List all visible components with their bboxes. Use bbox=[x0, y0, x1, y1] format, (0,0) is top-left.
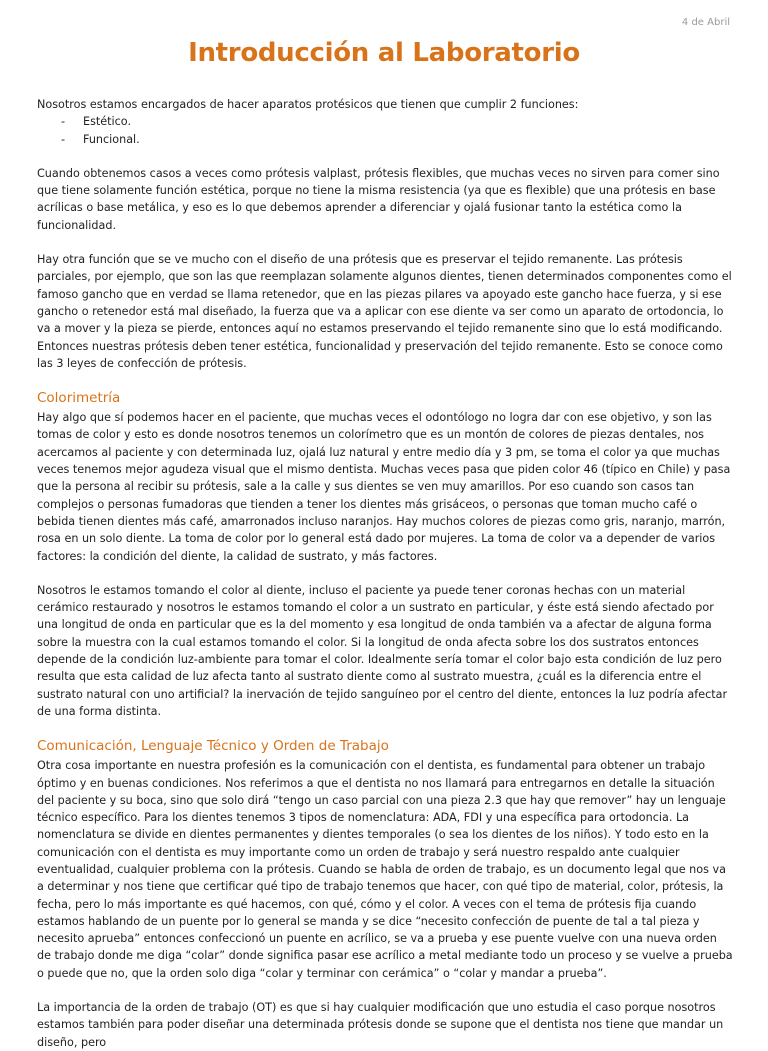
list-item-text: Funcional. bbox=[83, 132, 140, 146]
page-title: Introducción al Laboratorio bbox=[188, 38, 580, 68]
paragraph: Cuando obtenemos casos a veces como prótesis valplast, prótesis flexibles, que muchas veces no sirven para comer sino que tiene solamente función estética, porque no tiene la misma resistencia (ya que es flexible) que una prótesis en base acrílicas o base metálica, y eso es lo que debemos aprender a diferenciar y ojalá fusionar tanto la estética como la funcionalidad. bbox=[37, 166, 720, 232]
list-item-text: Estético. bbox=[83, 115, 132, 129]
list-bullet: - bbox=[61, 132, 66, 146]
paragraph-spacer bbox=[37, 565, 733, 582]
list-bullet: - bbox=[61, 115, 66, 129]
paragraph: Otra cosa importante en nuestra profesión es la comunicación con el dentista, es fundamental para obtener un trabajo óptimo y en buenas condiciones. Nos referimos a que el dentista no nos llamará para entregarnos en detalle la situación del paciente y su boca, sino que solo dirá “tengo un caso parcial con una pieza 2.3 que hay que remover” hay un lenguaje técnico específico. Para los dientes tenemos 3 tipos de nomenclatura: ADA, FDI y una específica para ortodoncia. La nomenclatura se divide en dientes permanentes y dientes temporales (o sea los dientes de los niños). Y todo esto en la comunicación con el dentista es muy importante como un orden de trabajo y será nuestro respaldo ante cualquier eventualidad, cualquier problema con la prótesis. Cuando se habla de orden de trabajo, es un documento legal que nos va a determinar y nos tiene que certificar qué tipo de trabajo tenemos que hacer, con qué tipo de material, color, prótesis, la fecha, pero lo más importante es qué hacemos, con qué, cómo y el color. A veces con el tema de prótesis fija cuando estamos hablando de un puente por lo general se manda y se dice “necesito confección de puente de tal a tal pieza y necesito aprueba” entonces confeccionó un puente en acrílico, se va a prueba y ese puente vuelve con una nueva orden de trabajo donde me diga “colar” donde significa pasar ese acrílico a metal mediante todo un proceso y se vuelve a prueba o puede que no, que la orden solo diga “colar y terminar con cerámica” o “colar y mandar a prueba”. bbox=[37, 759, 733, 980]
paragraph-spacer bbox=[37, 982, 733, 999]
list-item bbox=[37, 113, 733, 130]
paragraph: Nosotros le estamos tomando el color al diente, incluso el paciente ya puede tener coronas hechas con un material cerámico restaurado y nosotros le estamos tomando el color a un sustrato en particular, y éste está siendo afectado por una longitud de onda en particular que es la del momento y esa longitud de onda también va a afectar de alguna forma sobre la muestra con la cual estamos tomando el color. Si la longitud de onda afecta sobre los dos sustratos entonces depende de la condición luz-ambiente para tomar el color. Idealmente sería tomar el color bajo esta condición de luz pero resulta que esta calidad de luz afecta tanto al sustrato diente como al sustrato muestra, ¿cuál es la diferencia entre el sustrato natural con uno artificial? la inervación de tejido sanguíneo por el centro del diente, entonces la luz podría afectar de una forma distinta. bbox=[37, 583, 728, 718]
paragraph: La importancia de la orden de trabajo (OT) es que si hay cualquier modificación que uno estudia el caso porque nosotros estamos también para poder diseñar una determinada prótesis donde se supone que el dentista nos tiene que mandar un diseño, pero bbox=[37, 1001, 724, 1049]
functions-list bbox=[37, 113, 733, 148]
list-item bbox=[37, 131, 733, 148]
paragraph-spacer bbox=[37, 148, 733, 165]
paragraph: Hay otra función que se ve mucho con el diseño de una prótesis que es preservar el tejido remanente. Las prótesis parciales, por ejemplo, que son las que reemplazan solamente algunos dientes, tienen determinados componentes como el famoso gancho que en verdad se llama retenedor, que en las piezas pilares va apoyado este gancho hace fuerza, y si ese gancho o retenedor está mal diseñado, la fuerza que va a aplicar con ese diente va ser como un aparato de ortodoncia, lo va a mover y la pieza se pierde, entonces aquí no estamos preservando el tejido remanente sino que lo está modificando. Entonces nuestras prótesis deben tener estética, funcionalidad y preservación del tejido remanente. Esto se conoce como las 3 leyes de confección de prótesis. bbox=[37, 253, 732, 370]
paragraph: Hay algo que sí podemos hacer en el paciente, que muchas veces el odontólogo no logra dar con ese objetivo, y son las tomas de color y esto es donde nosotros tenemos un colorímetro que es un montón de colores de piezas dentales, nos acercamos al paciente y con determinada luz, ojalá luz natural y entre medio día y 3 pm, se toma el color ya que muchas veces tenemos mejor agudeza visual que el mismo dentista. Muchas veces pasa que piden color 46 (típico en Chile) y pasa que la persona al recibir su prótesis, sale a la calle y sus dientes se ven muy amarillos. Por eso cuando son casos tan complejos o personas fumadoras que tienden a tener los dientes más grisáceos, o personas que toman mucho café o bebida tienen dientes más café, amarronados incluso naranjos. Hay muchos colores de piezas como gris, naranjo, marrón, rosa en un solo diente. La toma de color por lo general está dado por mujeres. La toma de color va a depender de varios factores: la condición del diente, la calidad de sustrato, y más factores. bbox=[37, 411, 731, 563]
section-heading-comunicacion: Comunicación, Lenguaje Técnico y Orden de Trabajo bbox=[37, 738, 389, 755]
document-body bbox=[37, 96, 733, 1051]
section-heading-colorimetria: Colorimetría bbox=[37, 390, 121, 407]
paragraph-spacer bbox=[37, 234, 733, 251]
intro-paragraph: Nosotros estamos encargados de hacer aparatos protésicos que tienen que cumplir 2 funciones: bbox=[37, 98, 579, 111]
page-date: 4 de Abril bbox=[681, 17, 730, 28]
